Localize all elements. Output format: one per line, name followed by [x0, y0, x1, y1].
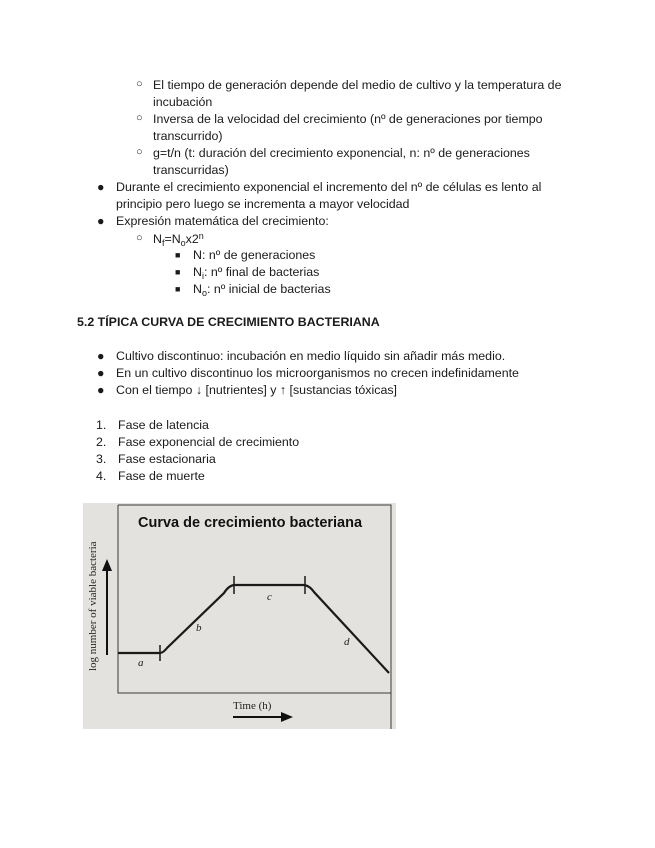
item-text: : nº de generaciones [201, 248, 316, 262]
item-var: N [193, 248, 202, 262]
phase-item [96, 451, 216, 467]
bullet-icon: ● [97, 349, 105, 363]
growth-curve-svg [83, 503, 396, 729]
list-item-text: En un cultivo discontinuo los microorganismos no crecen indefinidamente [116, 366, 519, 380]
phase-number: 1. [96, 418, 107, 432]
phase-label-b: b [196, 622, 202, 634]
y-axis-label: log number of viable bacteria [87, 541, 99, 671]
circle-bullet-icon: ○ [136, 78, 143, 90]
list-item [175, 247, 316, 263]
phase-text: Fase estacionaria [118, 452, 216, 466]
item-var: N [193, 265, 202, 279]
formula-exponent: n [198, 231, 204, 241]
formula-sub-o: o [180, 238, 186, 248]
list-item [97, 382, 397, 398]
list-item-continuation [116, 196, 409, 212]
list-item-text: Cultivo discontinuo: incubación en medio líquido sin añadir más medio. [116, 349, 506, 363]
circle-bullet-icon: ○ [136, 146, 143, 158]
phase-item [96, 434, 299, 450]
circle-bullet-icon: ○ [136, 232, 143, 244]
section-heading: 5.2 TÍPICA CURVA DE CRECIMIENTO BACTERIANA [77, 315, 380, 329]
bullet-icon: ● [97, 366, 105, 380]
y-arrow-head-icon [102, 559, 112, 571]
list-item-text: transcurrido) [153, 129, 223, 143]
list-item [97, 365, 519, 381]
phase-item [96, 468, 205, 484]
phase-number: 3. [96, 452, 107, 466]
growth-curve-figure [83, 503, 396, 729]
phase-label-a: a [138, 657, 144, 669]
list-item [136, 77, 562, 93]
phase-text: Fase de muerte [118, 469, 205, 483]
list-item-text: Durante el crecimiento exponencial el incremento del nº de células es lento al [116, 180, 542, 194]
list-item [175, 264, 320, 281]
figure-title: Curva de crecimiento bacteriana [138, 515, 363, 531]
phase-number: 4. [96, 469, 107, 483]
x-arrow-head-icon [281, 712, 293, 722]
item-sub: i [201, 271, 204, 281]
bullet-icon: ● [97, 383, 105, 397]
list-item-text: incubación [153, 95, 213, 109]
bullet-icon: ● [97, 180, 105, 194]
phase-item [96, 417, 209, 433]
square-bullet-icon: ■ [175, 284, 181, 294]
formula-eq: =N [164, 232, 181, 246]
list-item [175, 281, 331, 298]
formula-sub-f: f [161, 238, 165, 248]
formula-x2: x2 [185, 232, 199, 246]
list-item-continuation [153, 94, 212, 110]
list-item [97, 179, 542, 195]
phase-label-c: c [267, 591, 272, 603]
formula-n: N [153, 232, 162, 246]
list-item-continuation [153, 162, 229, 178]
circle-bullet-icon: ○ [136, 112, 143, 124]
square-bullet-icon: ■ [175, 250, 181, 260]
list-item-continuation [153, 128, 223, 144]
bullet-icon: ● [97, 214, 105, 228]
formula [136, 231, 204, 248]
list-item-text: Con el tiempo ↓ [nutrientes] y ↑ [sustancias tóxicas] [116, 383, 397, 397]
phase-label-d: d [344, 636, 350, 648]
list-item-text: El tiempo de generación depende del medio de cultivo y la temperatura de [153, 78, 562, 92]
list-item-text: g=t/n (t: duración del crecimiento exponencial, n: nº de generaciones [153, 146, 530, 160]
item-text: : nº final de bacterias [203, 265, 320, 279]
square-bullet-icon: ■ [175, 267, 181, 277]
list-item [136, 145, 530, 161]
growth-curve-line [118, 585, 389, 673]
list-item-text: Inversa de la velocidad del crecimiento (nº de generaciones por tiempo [153, 112, 543, 126]
list-item-text: Expresión matemática del crecimiento: [116, 214, 329, 228]
item-text: : nº inicial de bacterias [206, 282, 331, 296]
list-item-text: principio pero luego se incrementa a mayor velocidad [116, 197, 410, 211]
plot-frame [118, 505, 391, 729]
phase-text: Fase exponencial de crecimiento [118, 435, 300, 449]
item-var: N [193, 282, 202, 296]
list-item-text: transcurridas) [153, 163, 229, 177]
list-item [97, 213, 329, 229]
item-sub: o [201, 288, 207, 298]
list-item [136, 111, 543, 127]
phase-number: 2. [96, 435, 107, 449]
phase-text: Fase de latencia [118, 418, 209, 432]
list-item [97, 348, 506, 364]
x-axis-label: Time (h) [233, 700, 272, 712]
